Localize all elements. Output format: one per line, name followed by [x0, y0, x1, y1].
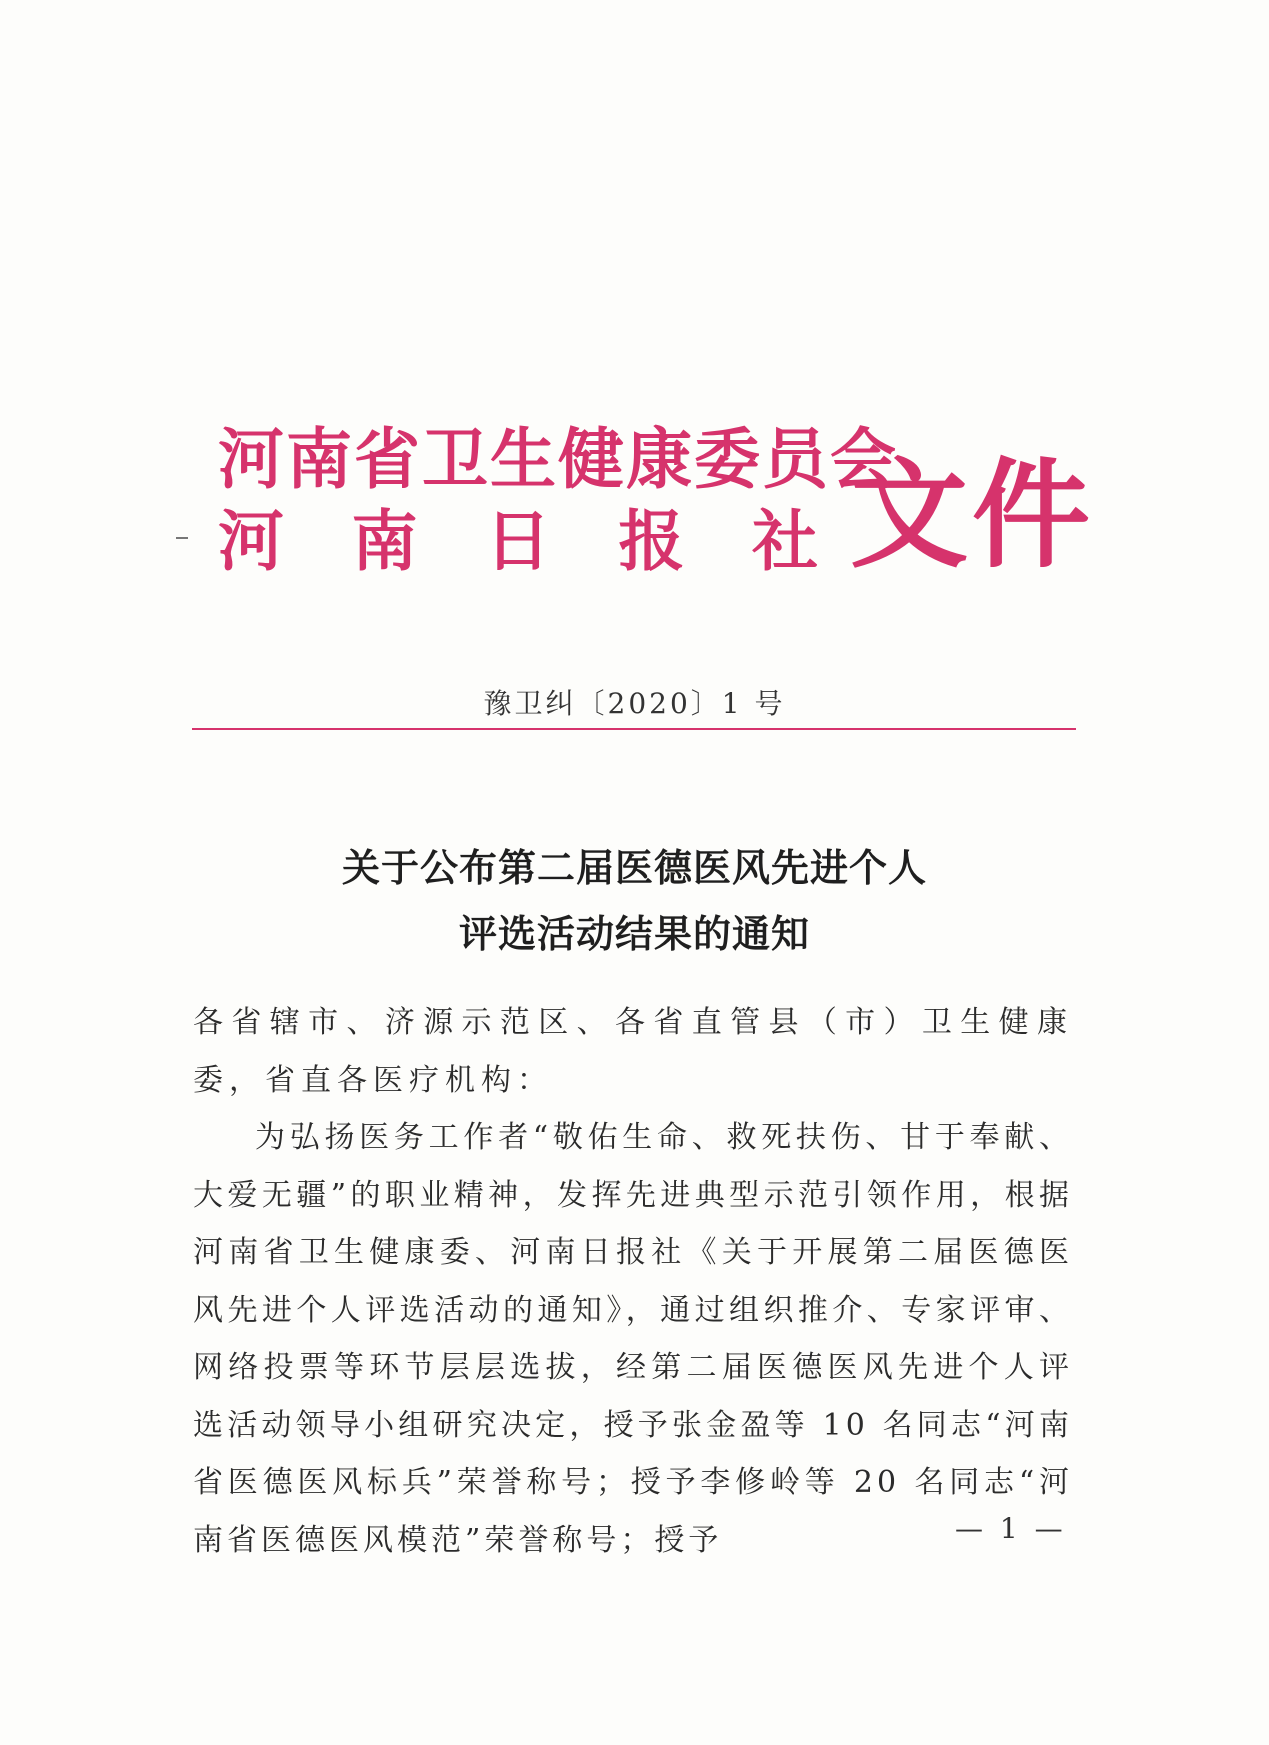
- document-number: 豫卫纠〔2020〕1 号: [483, 687, 786, 720]
- issuer-block: [218, 418, 898, 582]
- body-paragraph: 为弘扬医务工作者“敬佑生命、救死扶伤、甘于奉献、大爱无疆”的职业精神，发挥先进典型示范引领作用，根据河南省卫生健康委、河南日报社《关于开展第二届医德医风先进个人评选活动的通知》，通过组织推介、专家评审、网络投票等环节层层选拔，经第二届医德医风先进个人评选活动领导小组研究决定，授予张金盈等 10 名同志“河南省医德医风标兵”荣誉称号；授予李修岭等 20 名同志“河南省医德医风模范”荣誉称号；授予: [193, 1120, 1073, 1558]
- title-line-2: 评选活动结果的通知: [458, 912, 810, 956]
- issuer-2-char: 社: [752, 502, 818, 580]
- issuer-2-char: 河: [218, 502, 284, 580]
- issuer-2-char: 南: [351, 502, 418, 580]
- document-body: [193, 994, 1073, 1569]
- document-type-label: 文件: [850, 445, 1095, 584]
- page-number: — 1 —: [955, 1512, 1067, 1545]
- margin-mark: [176, 537, 188, 539]
- title-line-1: 关于公布第二届医德医风先进个人: [341, 846, 927, 890]
- salutation: 各省辖市、济源示范区、各省直管县（市）卫生健康委，省直各医疗机构：: [193, 1005, 1073, 1098]
- issuer-2-char: 日: [485, 502, 551, 580]
- document-title: [0, 835, 1269, 967]
- issuer-2-char: 报: [618, 502, 685, 580]
- issuer-health-commission: 河南省卫生健康委员会: [218, 420, 898, 498]
- red-divider-line: [192, 728, 1076, 730]
- issuer-daily-newspaper: [218, 500, 818, 582]
